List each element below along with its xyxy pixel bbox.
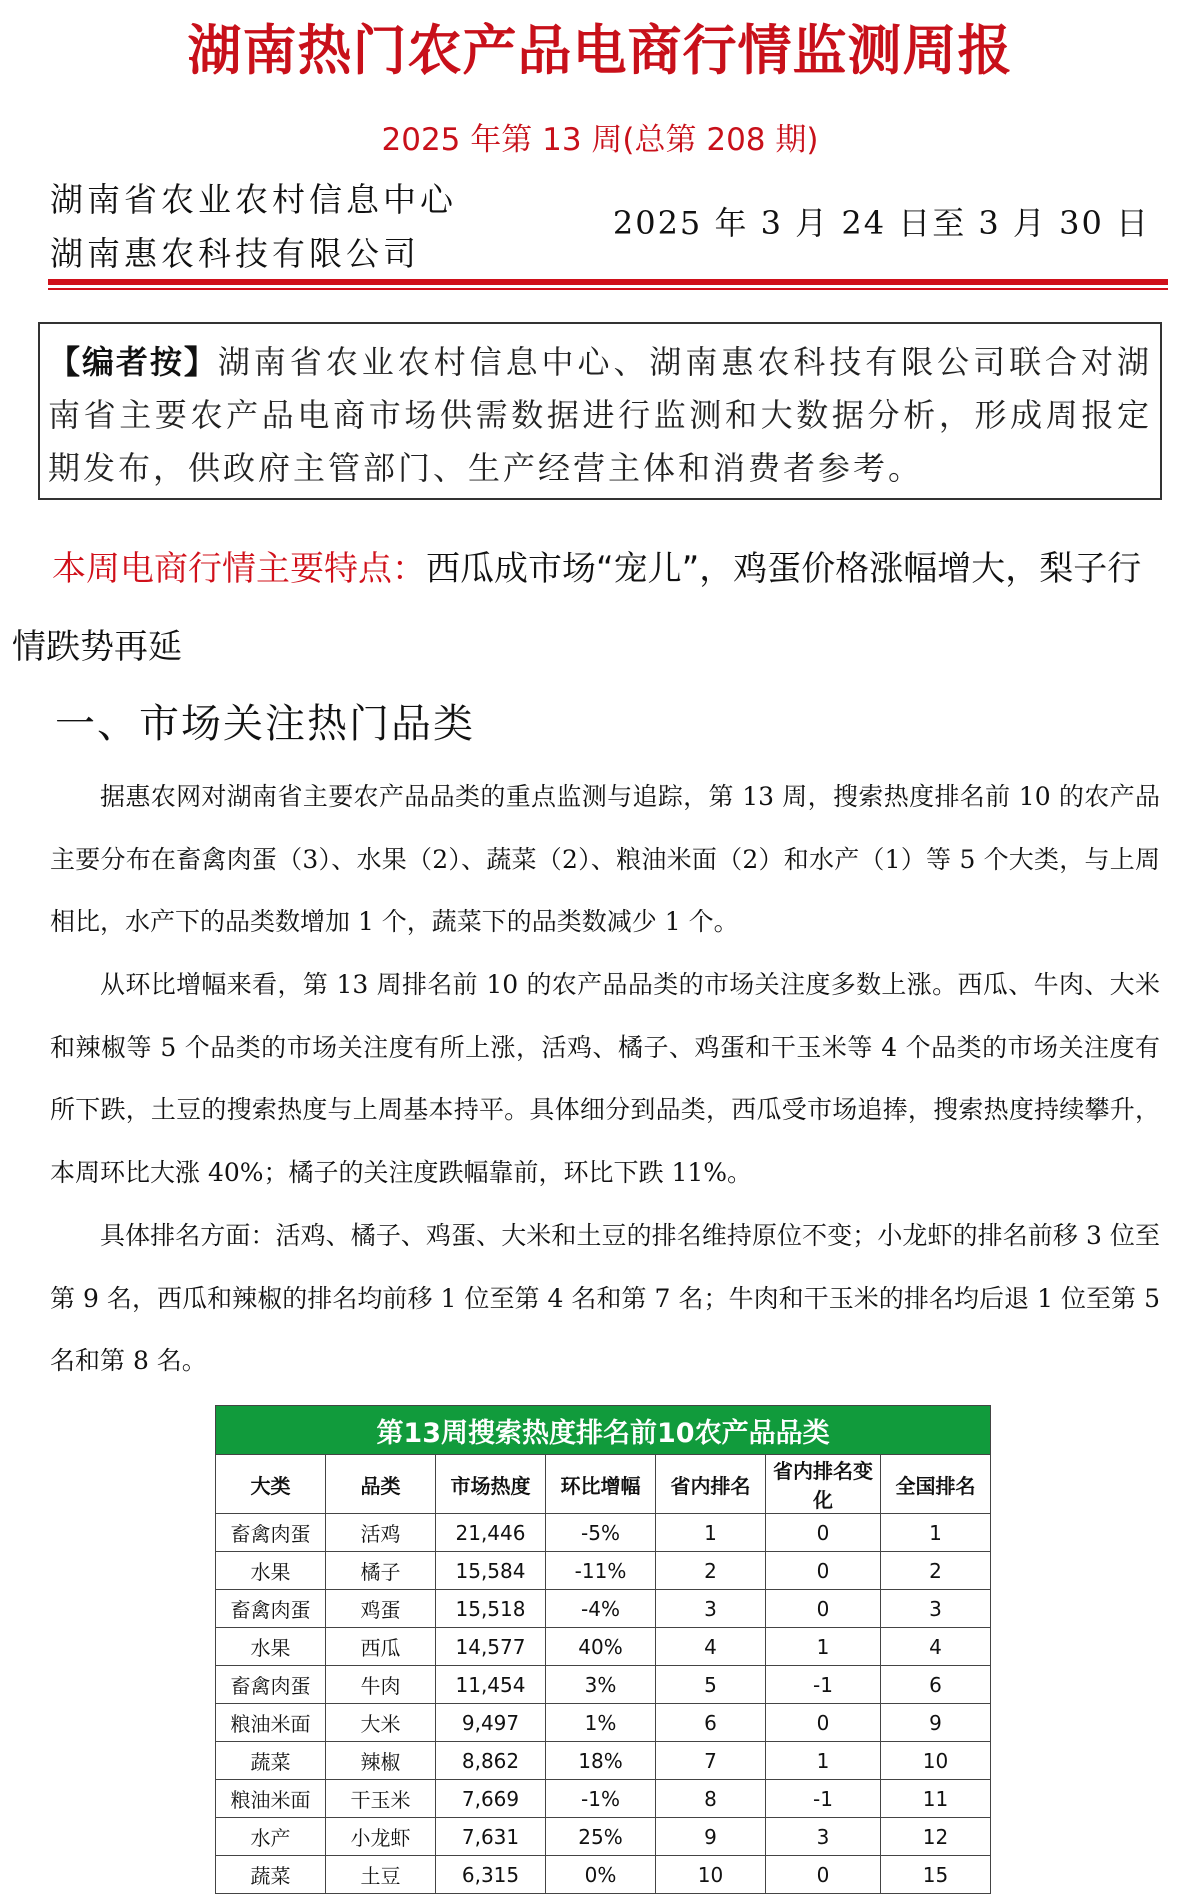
table-cell: 11,454 <box>436 1666 546 1704</box>
table-cell: 4 <box>881 1628 991 1666</box>
table-cell: 水果 <box>216 1552 326 1590</box>
table-cell: 畜禽肉蛋 <box>216 1666 326 1704</box>
table-cell: 粮油米面 <box>216 1780 326 1818</box>
table-cell: 4 <box>656 1628 766 1666</box>
table-cell: 1 <box>656 1514 766 1552</box>
table-cell: 干玉米 <box>326 1780 436 1818</box>
table-row <box>216 1704 991 1742</box>
table-cell: -5% <box>546 1514 656 1552</box>
table-cell: -1 <box>766 1666 881 1704</box>
ranking-table <box>215 1405 991 1894</box>
column-header: 全国排名 <box>881 1455 991 1514</box>
table-cell: 西瓜 <box>326 1628 436 1666</box>
table-cell: 0 <box>766 1856 881 1894</box>
table-cell: 1 <box>881 1514 991 1552</box>
table-cell: 7,669 <box>436 1780 546 1818</box>
table-cell: 21,446 <box>436 1514 546 1552</box>
table-cell: 土豆 <box>326 1856 436 1894</box>
table-cell: 鸡蛋 <box>326 1590 436 1628</box>
table-cell: 10 <box>656 1856 766 1894</box>
table-cell: 2 <box>656 1552 766 1590</box>
table-cell: 3 <box>656 1590 766 1628</box>
table-cell: 6 <box>656 1704 766 1742</box>
table-cell: -1 <box>766 1780 881 1818</box>
column-header: 市场热度 <box>436 1455 546 1514</box>
table-cell: 蔬菜 <box>216 1856 326 1894</box>
table-cell: 6 <box>881 1666 991 1704</box>
section-title: 一、市场关注热门品类 <box>55 701 475 747</box>
issue-number: 2025 年第 13 周(总第 208 期) <box>381 122 819 158</box>
table-cell: 橘子 <box>326 1552 436 1590</box>
table-row <box>216 1628 991 1666</box>
table-cell: 25% <box>546 1818 656 1856</box>
highlight-text: 西瓜成市场“宠儿”，鸡蛋价格涨幅增大，梨子行情跌势再延 <box>12 549 1142 667</box>
table-cell: 小龙虾 <box>326 1818 436 1856</box>
table-row <box>216 1552 991 1590</box>
table-cell: -4% <box>546 1590 656 1628</box>
date-range: 2025 年 3 月 24 日至 3 月 30 日 <box>612 204 1150 242</box>
report-title: 湖南热门农产品电商行情监测周报 <box>187 19 1013 82</box>
weekly-highlight <box>12 530 1172 686</box>
table-row <box>216 1590 991 1628</box>
table-cell: 18% <box>546 1742 656 1780</box>
paragraph-1: 据惠农网对湖南省主要农产品品类的重点监测与追踪，第 13 周，搜索热度排名前 10 的农产品主要分布在畜禽肉蛋（3）、水果（2）、蔬菜（2）、粮油米面（2）和水产（1）等 5 个大类，与上周相比，水产下的品类数增加 1 个，蔬菜下的品类数减少 1 个。 <box>50 782 1160 936</box>
editor-note-box <box>38 322 1162 500</box>
table-cell: 5 <box>656 1666 766 1704</box>
publisher-1: 湖南省农业农村信息中心 <box>50 180 457 219</box>
table-row <box>216 1856 991 1894</box>
editor-note-text: 湖南省农业农村信息中心、湖南惠农科技有限公司联合对湖南省主要农产品电商市场供需数据进行监测和大数据分析，形成周报定期发布，供政府主管部门、生产经营主体和消费者参考。 <box>48 343 1152 487</box>
table-cell: 7,631 <box>436 1818 546 1856</box>
header-divider-thin <box>48 288 1168 290</box>
table-cell: 9 <box>881 1704 991 1742</box>
table-cell: 牛肉 <box>326 1666 436 1704</box>
column-header: 大类 <box>216 1455 326 1514</box>
table-cell: 1 <box>766 1628 881 1666</box>
table-cell: 3 <box>766 1818 881 1856</box>
table-cell: -1% <box>546 1780 656 1818</box>
table-cell: 1 <box>766 1742 881 1780</box>
table-cell: 15,518 <box>436 1590 546 1628</box>
table-cell: 15,584 <box>436 1552 546 1590</box>
table-cell: 0% <box>546 1856 656 1894</box>
paragraph-3: 具体排名方面：活鸡、橘子、鸡蛋、大米和土豆的排名维持原位不变；小龙虾的排名前移 3 位至第 9 名，西瓜和辣椒的排名均前移 1 位至第 4 名和第 7 名；牛肉和干玉米的排名均后退 1 位至第 5 名和第 8 名。 <box>50 1221 1160 1375</box>
ranking-table-wrapper <box>215 1405 990 1894</box>
table-cell: 0 <box>766 1590 881 1628</box>
column-header: 省内排名 <box>656 1455 766 1514</box>
table-cell: 1% <box>546 1704 656 1742</box>
table-cell: 8,862 <box>436 1742 546 1780</box>
publisher-2: 湖南惠农科技有限公司 <box>50 234 420 273</box>
table-caption: 第13周搜索热度排名前10农产品品类 <box>216 1406 991 1455</box>
table-cell: 大米 <box>326 1704 436 1742</box>
table-cell: 0 <box>766 1514 881 1552</box>
table-cell: 7 <box>656 1742 766 1780</box>
table-cell: 粮油米面 <box>216 1704 326 1742</box>
editor-note-label: 【编者按】 <box>48 343 218 381</box>
table-cell: 活鸡 <box>326 1514 436 1552</box>
table-row <box>216 1666 991 1704</box>
table-cell: 蔬菜 <box>216 1742 326 1780</box>
paragraph-2: 从环比增幅来看，第 13 周排名前 10 的农产品品类的市场关注度多数上涨。西瓜、牛肉、大米和辣椒等 5 个品类的市场关注度有所上涨，活鸡、橘子、鸡蛋和干玉米等 4 个品类的市场关注度有所下跌，土豆的搜索热度与上周基本持平。具体细分到品类，西瓜受市场追捧，搜索热度持续攀升，本周环比大涨 40%；橘子的关注度跌幅靠前，环比下跌 11%。 <box>50 970 1160 1187</box>
table-cell: 10 <box>881 1742 991 1780</box>
table-cell: 14,577 <box>436 1628 546 1666</box>
table-row <box>216 1514 991 1552</box>
table-row <box>216 1818 991 1856</box>
table-cell: 8 <box>656 1780 766 1818</box>
table-cell: 3 <box>881 1590 991 1628</box>
table-cell: 12 <box>881 1818 991 1856</box>
column-header: 环比增幅 <box>546 1455 656 1514</box>
highlight-lead: 本周电商行情主要特点： <box>52 549 426 589</box>
header-divider-thick <box>48 279 1168 285</box>
table-row <box>216 1780 991 1818</box>
table-cell: 0 <box>766 1704 881 1742</box>
table-cell: 15 <box>881 1856 991 1894</box>
table-cell: 3% <box>546 1666 656 1704</box>
table-cell: 11 <box>881 1780 991 1818</box>
column-header: 品类 <box>326 1455 436 1514</box>
table-cell: 9 <box>656 1818 766 1856</box>
table-cell: 水产 <box>216 1818 326 1856</box>
table-row <box>216 1742 991 1780</box>
table-cell: 辣椒 <box>326 1742 436 1780</box>
table-cell: 畜禽肉蛋 <box>216 1590 326 1628</box>
table-cell: 2 <box>881 1552 991 1590</box>
table-cell: 0 <box>766 1552 881 1590</box>
table-cell: 9,497 <box>436 1704 546 1742</box>
table-cell: 40% <box>546 1628 656 1666</box>
column-header: 省内排名变化 <box>766 1455 881 1514</box>
table-cell: 水果 <box>216 1628 326 1666</box>
table-cell: 畜禽肉蛋 <box>216 1514 326 1552</box>
table-cell: -11% <box>546 1552 656 1590</box>
table-cell: 6,315 <box>436 1856 546 1894</box>
